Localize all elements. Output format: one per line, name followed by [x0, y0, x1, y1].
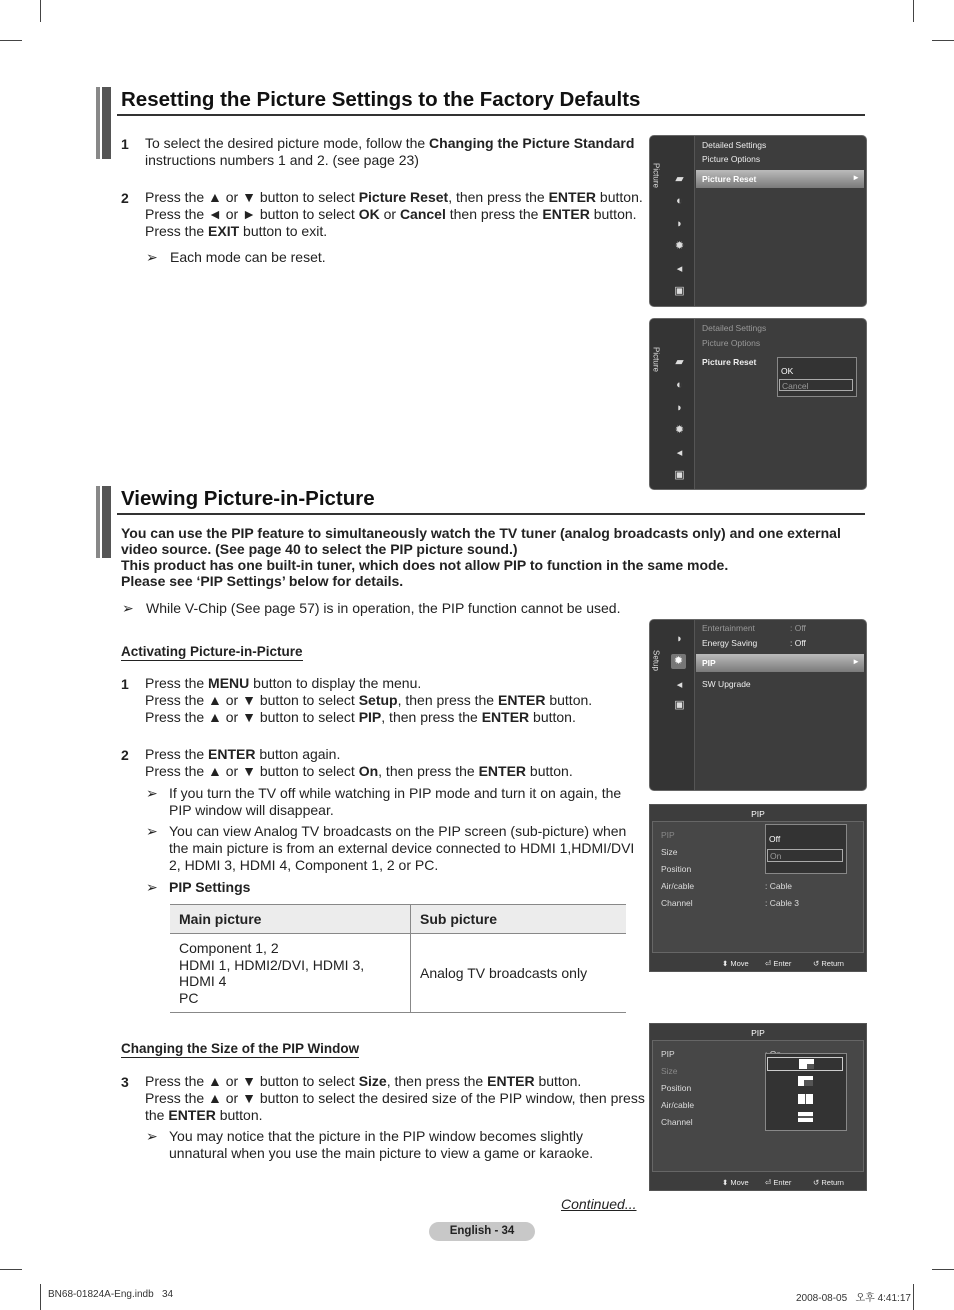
title-rule — [117, 114, 865, 116]
osd-body — [652, 821, 864, 953]
setup-gear-icon: ✹ — [674, 424, 685, 436]
channel-icon: ◗ — [676, 218, 683, 230]
note-text: PIP Settings — [169, 879, 251, 895]
size-option-split-icon[interactable] — [798, 1094, 813, 1104]
menu-item[interactable]: Energy Saving — [702, 638, 758, 648]
section-bar — [102, 486, 111, 558]
step-number: 2 — [121, 747, 129, 763]
setting-label[interactable]: Channel — [661, 898, 693, 908]
application-icon: ▣ — [674, 285, 685, 297]
input-icon: ◂ — [676, 447, 683, 459]
table-cell: Component 1, 2 HDMI 1, HDMI2/DVI, HDMI 3, HDMI 4 PC — [170, 934, 411, 1013]
off-option[interactable]: Off — [769, 834, 781, 844]
ok-option[interactable]: OK — [781, 366, 794, 376]
setting-label[interactable]: Channel — [661, 1117, 693, 1127]
channel-icon: ◗ — [676, 402, 683, 414]
setting-value: : Cable 3 — [765, 898, 800, 908]
return-hint: ↺ Return — [813, 959, 844, 968]
step-text: Press the ENTER button again. Press the ▲ or ▼ button to select On, then press the ENTER button. — [145, 746, 573, 779]
note-text: Each mode can be reset. — [170, 249, 326, 265]
crop-mark — [0, 1269, 22, 1270]
cancel-option[interactable]: Cancel — [779, 379, 853, 391]
setting-label[interactable]: PIP — [661, 830, 675, 840]
pip-size-osd — [649, 1023, 867, 1191]
step-2-text: Press the ▲ or ▼ button to select Picture Reset, then press the ENTER button. Press the ◄ or ► button to select OK or Cancel then press the ENTER button. Press the EXIT button to exit. — [145, 189, 643, 239]
setting-label[interactable]: Size — [661, 1066, 678, 1076]
note-text: While V-Chip (See page 57) is in operation, the PIP function cannot be used. — [146, 600, 621, 616]
picture-icon: ▰ — [675, 356, 684, 368]
column-header: Main picture — [170, 905, 411, 934]
sound-icon: ◐ — [676, 195, 683, 207]
step-text: Press the MENU button to display the menu. Press the ▲ or ▼ button to select Setup, then press the ENTER button. Press the ▲ or ▼ button to select PIP, then press the ENTER button. — [145, 675, 593, 725]
setting-label[interactable]: PIP — [661, 1049, 675, 1059]
subheading: Changing the Size of the PIP Window — [121, 1041, 360, 1056]
sound-icon: ◐ — [676, 379, 683, 391]
step-number: 3 — [121, 1074, 129, 1090]
setup-menu-osd — [649, 619, 867, 791]
picture-icon: ▰ — [675, 173, 684, 185]
intro-text: You can use the PIP feature to simultaneously watch the TV tuner (analog broadcasts only) and one external video source. (See page 40 to select the PIP picture sound.) This product has one built-in tuner, which does not allow PIP to function in the same mode. Please see ‘PIP Settings’ below for details. — [121, 525, 841, 589]
print-date: 2008-08-05 오후 4:41:17 — [796, 1293, 911, 1304]
menu-item-value: : Off — [790, 638, 806, 648]
table-row — [170, 934, 626, 1013]
crop-mark — [913, 1284, 914, 1310]
setting-label[interactable]: Air/cable — [661, 1100, 695, 1110]
enter-icon: ⏎ — [765, 1178, 772, 1187]
setting-label[interactable]: Position — [661, 864, 692, 874]
note-arrow-icon: ➢ — [146, 785, 158, 801]
on-option[interactable]: On — [767, 849, 843, 862]
pip-option-popup — [765, 824, 847, 874]
title-rule — [117, 513, 865, 515]
pip-on-off-osd — [649, 804, 867, 972]
menu-category-label: Setup — [651, 650, 661, 671]
size-option-popup — [765, 1053, 847, 1131]
move-icon: ⬍ — [722, 959, 729, 968]
section-title: Resetting the Picture Settings to the Factory Defaults — [121, 88, 641, 111]
menu-item-selected[interactable] — [696, 170, 864, 188]
file-info: BN68-01824A-Eng.indb 34 — [48, 1289, 174, 1300]
menu-category-label: Picture — [651, 163, 661, 188]
osd-title: PIP — [751, 809, 765, 819]
setting-label[interactable]: Air/cable — [661, 881, 695, 891]
note-arrow-icon: ➢ — [122, 600, 134, 616]
menu-item[interactable]: Picture Options — [702, 338, 761, 348]
table-cell: Analog TV broadcasts only — [411, 934, 627, 1013]
input-icon: ◂ — [676, 679, 683, 691]
osd-title: PIP — [751, 1028, 765, 1038]
menu-item-selected[interactable] — [696, 654, 864, 672]
menu-sidebar — [650, 136, 695, 306]
selected-label: PIP — [702, 658, 716, 668]
crop-mark — [40, 1284, 41, 1310]
selected-label: Picture Reset — [702, 174, 757, 184]
note-arrow-icon: ➢ — [146, 879, 158, 895]
enter-hint: ⏎ Enter — [765, 1178, 792, 1187]
setting-value: : Cable — [765, 881, 792, 891]
return-hint: ↺ Return — [813, 1178, 844, 1187]
setup-gear-icon: ✹ — [671, 654, 686, 669]
setting-label[interactable]: Position — [661, 1083, 692, 1093]
menu-item-value: : Off — [790, 623, 806, 633]
menu-item[interactable]: Detailed Settings — [702, 323, 767, 333]
section-bar — [96, 87, 100, 159]
section-bar — [102, 87, 111, 159]
size-option-double-icon[interactable] — [798, 1112, 813, 1122]
menu-item-selected[interactable]: Picture Reset — [702, 357, 757, 367]
menu-item[interactable]: SW Upgrade — [702, 679, 751, 689]
enter-icon: ⏎ — [765, 959, 772, 968]
crop-mark — [932, 1269, 954, 1270]
step-number: 1 — [121, 136, 129, 152]
note-arrow-icon: ➢ — [146, 823, 158, 839]
note-text: You may notice that the picture in the PIP window becomes slightly unnatural when you use the main picture to view a game or karaoke. — [169, 1128, 594, 1161]
note-text: You can view Analog TV broadcasts on the PIP screen (sub-picture) when the main picture is from an external device connected to HDMI 1,HDMI/DVI 2, HDMI 3, HDMI 4, Component 1, 2 or PC. — [169, 823, 635, 873]
setting-label[interactable]: Size — [661, 847, 678, 857]
return-icon: ↺ — [813, 959, 820, 968]
application-icon: ▣ — [674, 469, 685, 481]
right-arrow-icon: ► — [852, 173, 860, 182]
setup-gear-icon: ✹ — [674, 240, 685, 252]
menu-item[interactable]: Detailed Settings — [702, 140, 767, 150]
channel-icon: ◗ — [676, 633, 683, 645]
crop-mark — [913, 0, 914, 22]
menu-category-label: Picture — [651, 347, 661, 372]
input-icon: ◂ — [676, 263, 683, 275]
ok-cancel-popup — [777, 357, 857, 397]
crop-mark — [0, 40, 22, 41]
section-title: Viewing Picture-in-Picture — [121, 487, 375, 510]
note-arrow-icon: ➢ — [146, 1128, 158, 1144]
size-option-selected[interactable] — [767, 1057, 843, 1071]
note-text: If you turn the TV off while watching in PIP mode and turn it on again, the PIP window will disappear. — [169, 785, 622, 818]
picture-reset-osd — [649, 318, 867, 490]
enter-hint: ⏎ Enter — [765, 959, 792, 968]
osd-body — [652, 1040, 864, 1172]
size-option-large-icon[interactable] — [798, 1076, 813, 1086]
move-hint: ⬍ Move — [722, 959, 749, 968]
menu-sidebar — [650, 620, 695, 790]
subheading: Activating Picture-in-Picture — [121, 644, 303, 659]
return-icon: ↺ — [813, 1178, 820, 1187]
step-text: Press the ▲ or ▼ button to select Size, then press the ENTER button. Press the ▲ or ▼ button to select the desired size of the PIP window, then press the ENTER button. — [145, 1073, 645, 1123]
menu-item[interactable]: Entertainment — [702, 623, 755, 633]
application-icon: ▣ — [674, 699, 685, 711]
picture-menu-osd — [649, 135, 867, 307]
column-header: Sub picture — [411, 905, 627, 934]
note-arrow-icon: ➢ — [146, 249, 158, 265]
pip-settings-table — [170, 904, 626, 1013]
page-number-badge: English - 34 — [429, 1222, 535, 1241]
table-header — [170, 905, 626, 934]
move-icon: ⬍ — [722, 1178, 729, 1187]
right-arrow-icon: ► — [852, 657, 860, 666]
step-1-text: To select the desired picture mode, follow the Changing the Picture Standard instructions numbers 1 and 2. (see page 23) — [145, 135, 635, 168]
menu-item[interactable]: Picture Options — [702, 154, 761, 164]
continued-label: Continued... — [561, 1196, 637, 1212]
crop-mark — [40, 0, 41, 22]
menu-sidebar — [650, 319, 695, 489]
section-bar — [96, 486, 100, 558]
step-number: 1 — [121, 676, 129, 692]
move-hint: ⬍ Move — [722, 1178, 749, 1187]
step-number: 2 — [121, 190, 129, 206]
crop-mark — [932, 40, 954, 41]
